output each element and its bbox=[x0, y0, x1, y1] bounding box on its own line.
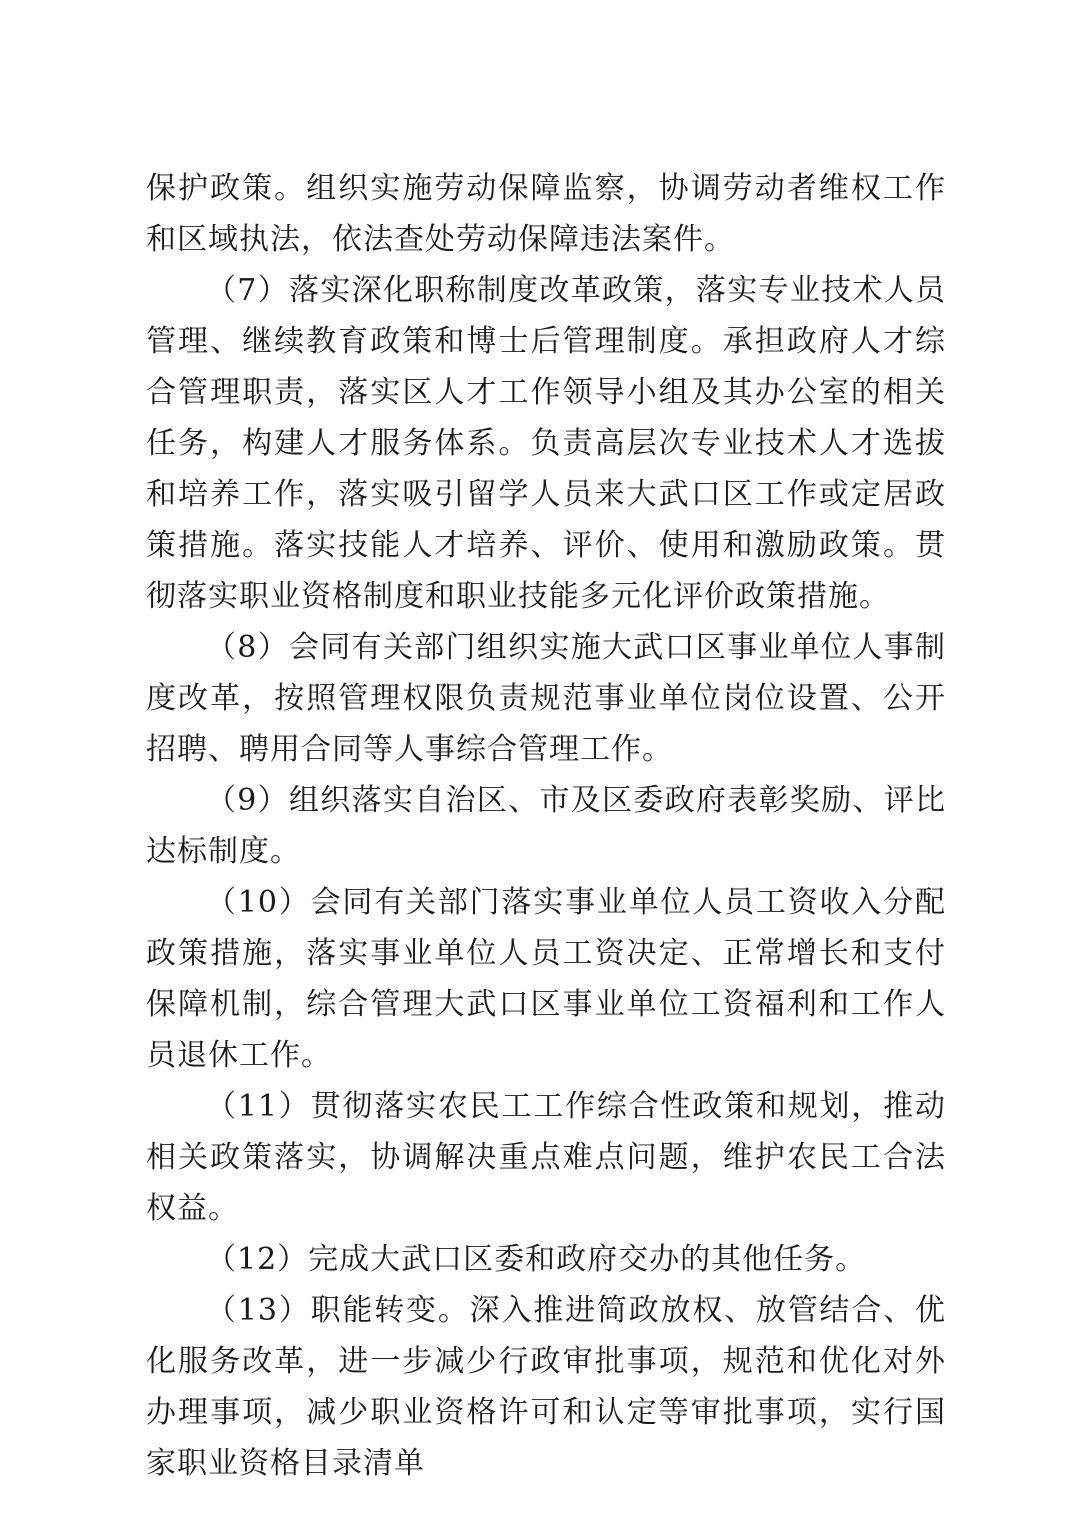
document-body bbox=[146, 163, 946, 1489]
paragraph-item-9: （9）组织落实自治区、市及区委政府表彰奖励、评比达标制度。 bbox=[146, 783, 946, 869]
paragraph-item-12: （12）完成大武口区委和政府交办的其他任务。 bbox=[206, 1242, 867, 1277]
paragraph-item-11: （11）贯彻落实农民工工作综合性政策和规划，推动相关政策落实，协调解决重点难点问题，维护农民工合法权益。 bbox=[146, 1089, 946, 1226]
paragraph-item-13: （13）职能转变。深入推进简政放权、放管结合、优化服务改革，进一步减少行政审批事项，规范和优化对外办理事项，减少职业资格许可和认定等审批事项，实行国家职业资格目录清单 bbox=[146, 1293, 946, 1481]
paragraph-item-8: （8）会同有关部门组织实施大武口区事业单位人事制度改革，按照管理权限负责规范事业单位岗位设置、公开招聘、聘用合同等人事综合管理工作。 bbox=[146, 630, 946, 767]
paragraph-item-10: （10）会同有关部门落实事业单位人员工资收入分配政策措施，落实事业单位人员工资决定、正常增长和支付保障机制，综合管理大武口区事业单位工资福利和工作人员退休工作。 bbox=[146, 885, 946, 1073]
paragraph-continuation: 保护政策。组织实施劳动保障监察，协调劳动者维权工作和区域执法，依法查处劳动保障违法案件。 bbox=[146, 171, 946, 257]
paragraph-item-7: （7）落实深化职称制度改革政策，落实专业技术人员管理、继续教育政策和博士后管理制度。承担政府人才综合管理职责，落实区人才工作领导小组及其办公室的相关任务，构建人才服务体系。负责高层次专业技术人才选拔和培养工作，落实吸引留学人员来大武口区工作或定居政策措施。落实技能人才培养、评价、使用和激励政策。贯彻落实职业资格制度和职业技能多元化评价政策措施。 bbox=[146, 273, 946, 614]
